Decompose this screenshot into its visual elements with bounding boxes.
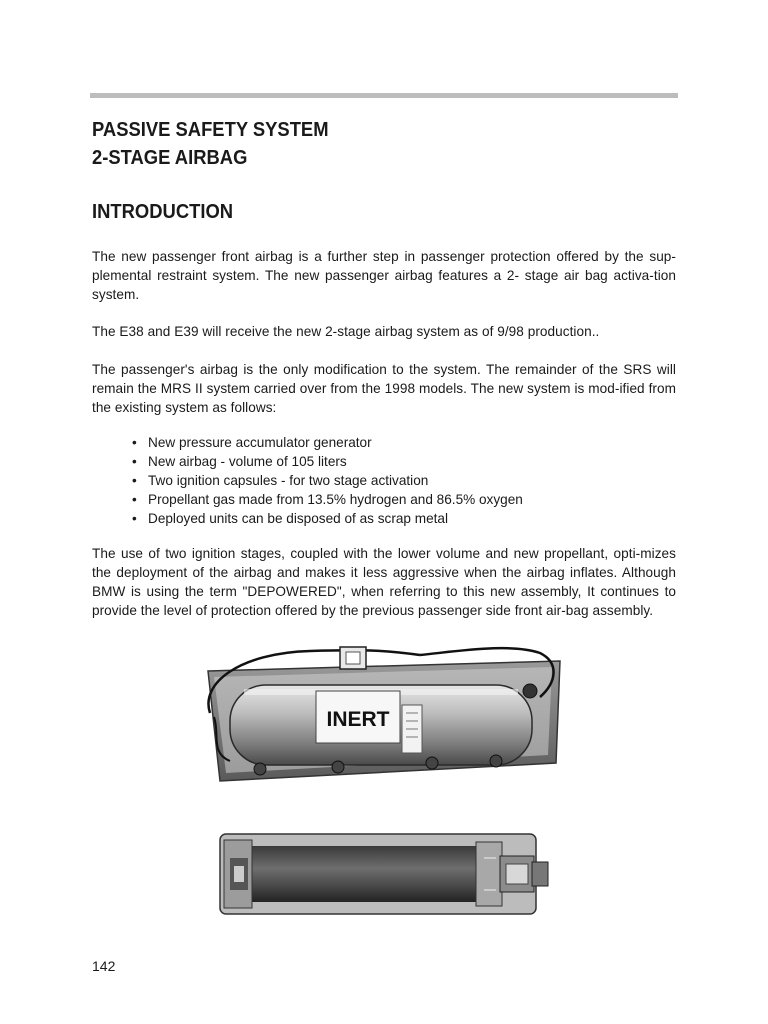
bullet-icon: • bbox=[132, 454, 137, 469]
airbag-inflator-photo bbox=[200, 643, 568, 793]
list-item bbox=[132, 433, 523, 452]
list-item-text: Propellant gas made from 13.5% hydrogen and 86.5% oxygen bbox=[148, 492, 523, 507]
title-line-2: 2-STAGE AIRBAG bbox=[92, 147, 248, 169]
list-item-text: Two ignition capsules - for two stage activation bbox=[148, 473, 429, 488]
intro-paragraph-3: The passenger's airbag is the only modification to the system. The remainder of the SRS will remain the MRS II system carried over from the 1998 models. The new system is mod-ified from the existing system as follows: bbox=[92, 362, 676, 415]
title-line-1: PASSIVE SAFETY SYSTEM bbox=[92, 119, 329, 141]
page-title bbox=[92, 116, 349, 172]
summary-paragraph: The use of two ignition stages, coupled with the lower volume and new propellant, opti-mizes the deployment of the airbag and makes it less aggressive when the airbag inflates. Although BMW is using the term "DEPOWERED", when referring to this new assembly, It continues to provide the level of protection offered by the previous passenger side front air-bag assembly. bbox=[92, 546, 676, 618]
list-item bbox=[132, 452, 523, 471]
section-heading-text: INTRODUCTION bbox=[92, 201, 234, 223]
inert-label: INERT bbox=[326, 708, 390, 731]
modification-list bbox=[132, 433, 523, 528]
bullet-icon: • bbox=[132, 492, 137, 507]
list-item bbox=[132, 490, 523, 509]
page-number: 142 bbox=[92, 958, 116, 974]
bullet-icon: • bbox=[132, 435, 137, 450]
inflator-cross-section-photo bbox=[214, 828, 554, 920]
list-item-text: New pressure accumulator generator bbox=[148, 435, 372, 450]
bullet-icon: • bbox=[132, 473, 137, 488]
bullet-icon: • bbox=[132, 511, 137, 526]
list-item bbox=[132, 471, 523, 490]
list-item-text: Deployed units can be disposed of as scrap metal bbox=[148, 511, 448, 526]
intro-paragraph-2: The E38 and E39 will receive the new 2-stage airbag system as of 9/98 production.. bbox=[92, 324, 600, 339]
header-rule bbox=[90, 93, 678, 98]
section-heading bbox=[92, 198, 245, 226]
list-item-text: New airbag - volume of 105 liters bbox=[148, 454, 347, 469]
list-item bbox=[132, 509, 523, 528]
intro-paragraph-1: The new passenger front airbag is a further step in passenger protection offered by the sup-plemental restraint system. The new passenger airbag features a 2- stage air bag activa-tion system. bbox=[92, 249, 676, 302]
